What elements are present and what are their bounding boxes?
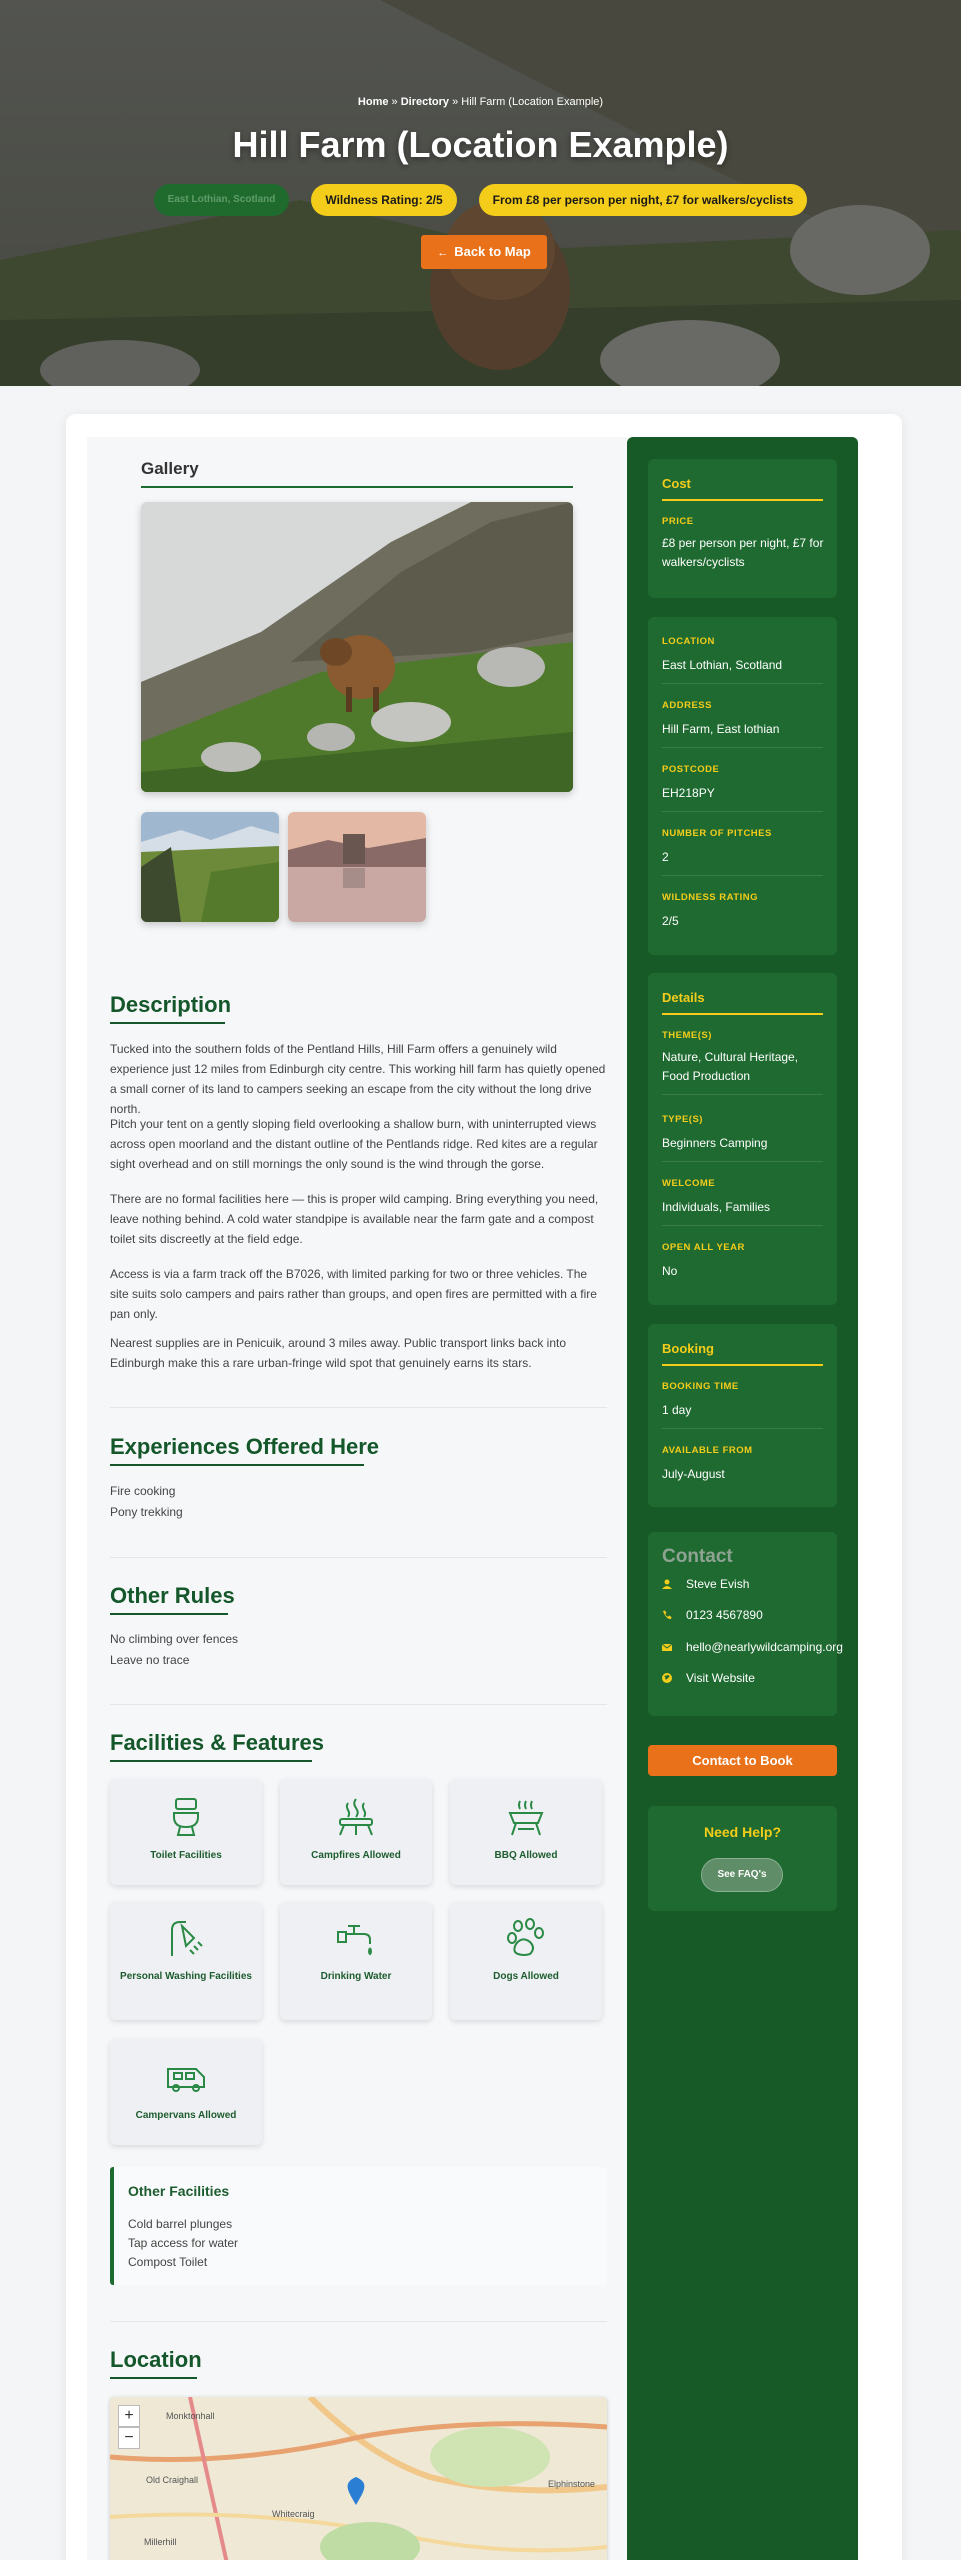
shower-icon <box>164 1916 208 1960</box>
description-paragraph: Access is via a farm track off the B7026, with limited parking for two or three vehicles. The site suits solo campers and pairs rather than groups, and open fires are permitted with a fire pan only. <box>110 1267 597 1321</box>
description-paragraph: There are no formal facilities here — this is proper wild camping. Bring everything you need, leave nothing behind. A cold water standpipe is available near the farm gate and a compost toilet sits discreetly at the field edge. <box>110 1192 599 1246</box>
info-box <box>648 617 837 955</box>
facility-label: Personal Washing Facilities <box>120 1971 252 1982</box>
details-separator <box>662 1161 823 1162</box>
booking-title: Booking <box>662 1341 714 1356</box>
details-separator <box>662 1094 823 1095</box>
facility-card <box>110 1902 262 2020</box>
cost-title: Cost <box>662 476 691 491</box>
gallery-title: Gallery <box>141 459 199 478</box>
facilities-title: Facilities & Features <box>110 1730 324 1755</box>
hero-banner <box>0 0 961 386</box>
breadcrumb-separator: » <box>449 96 462 108</box>
welcome-value: Individuals, Families <box>662 1200 771 1214</box>
location-label: LOCATION <box>662 636 715 647</box>
postcode-label: POSTCODE <box>662 764 720 775</box>
facilities-underline <box>110 1760 312 1762</box>
facility-card <box>450 1902 602 2020</box>
bbq-icon <box>504 1795 548 1839</box>
contact-email[interactable]: hello@nearlywildcamping.org <box>686 1640 843 1654</box>
rule-item: No climbing over fences <box>110 1632 239 1646</box>
facility-label: Drinking Water <box>320 1971 392 1982</box>
gallery-thumbnail[interactable] <box>141 812 279 922</box>
help-box <box>648 1806 837 1911</box>
zoom-in-button[interactable]: + <box>118 2405 140 2427</box>
back-to-map-button[interactable] <box>421 235 547 269</box>
booking-time-value: 1 day <box>662 1403 692 1417</box>
location-value: East Lothian, Scotland <box>662 658 783 672</box>
rules-title: Other Rules <box>110 1583 235 1608</box>
booking-time-label: BOOKING TIME <box>662 1381 739 1392</box>
pitches-value: 2 <box>662 850 669 864</box>
address-value: Hill Farm, East lothian <box>662 722 780 736</box>
contact-title: Contact <box>662 1546 733 1567</box>
description-paragraph: Tucked into the southern folds of the Pentland Hills, Hill Farm offers a genuinely wild experience just 12 miles from Edinburgh city centre. This working hill farm has quietly opened a small corner of its land to campers seeking an escape from the city without the long drive north. <box>110 1042 606 1116</box>
contact-phone-row[interactable] <box>662 1606 763 1624</box>
section-divider <box>110 1557 607 1558</box>
contact-email-row[interactable] <box>662 1638 843 1656</box>
contact-website-link[interactable]: Visit Website <box>686 1671 755 1685</box>
campfire-icon <box>334 1795 378 1839</box>
breadcrumb-home-link[interactable]: Home <box>357 96 389 108</box>
arrow-left-icon: ← <box>437 247 449 259</box>
available-from-label: AVAILABLE FROM <box>662 1445 753 1456</box>
facility-label: Toilet Facilities <box>150 1850 222 1861</box>
wildness-value: 2/5 <box>662 914 679 928</box>
postcode-value: EH218PY <box>662 786 715 800</box>
section-divider <box>110 2321 607 2322</box>
map-label: Elphinstone <box>548 2479 596 2489</box>
hero-badges <box>0 184 961 216</box>
facility-card <box>280 1902 432 2020</box>
info-separator <box>662 683 823 684</box>
other-facilities-title: Other Facilities <box>128 2183 230 2199</box>
price-badge: From £8 per person per night, £7 for walkers/cyclists <box>479 184 808 216</box>
location-title: Location <box>110 2347 202 2372</box>
page-title: Hill Farm (Location Example) <box>232 124 729 165</box>
section-divider <box>110 1704 607 1705</box>
wildness-badge: Wildness Rating: 2/5 <box>311 184 456 216</box>
other-facility-item: Cold barrel plunges <box>128 2217 233 2231</box>
contact-name-row <box>662 1575 749 1593</box>
price-label: PRICE <box>662 516 694 527</box>
details-underline <box>662 1013 823 1015</box>
person-icon <box>662 1579 672 1589</box>
types-value: Beginners Camping <box>662 1136 768 1150</box>
price-value: £8 per person per night, £7 for walkers/cyclists <box>662 536 824 569</box>
facility-label: Campfires Allowed <box>311 1850 401 1861</box>
description-paragraph: Pitch your tent on a gently sloping field overlooking a shallow burn, with uninterrupted views across open moorland and the distant outline of the Pentlands ridge. Red kites are a regular sight overhead and on still mornings the only sound is the wind through the gorse. <box>110 1117 598 1171</box>
contact-website-row[interactable] <box>662 1669 755 1687</box>
themes-value: Nature, Cultural Heritage, Food Production <box>662 1050 799 1083</box>
map-label: Millerhill <box>144 2537 177 2547</box>
cost-box <box>648 459 837 598</box>
experiences-title: Experiences Offered Here <box>110 1434 380 1459</box>
facility-label: BBQ Allowed <box>494 1850 558 1861</box>
toilet-icon <box>166 1795 206 1839</box>
zoom-out-button[interactable]: − <box>118 2427 140 2449</box>
details-title: Details <box>662 990 705 1005</box>
facility-label: Campervans Allowed <box>135 2110 237 2121</box>
address-label: ADDRESS <box>662 700 712 711</box>
info-separator <box>662 747 823 748</box>
booking-box <box>648 1324 837 1507</box>
gallery-divider <box>141 486 573 488</box>
location-badge: East Lothian, Scotland <box>154 184 290 216</box>
other-facilities-box <box>110 2167 607 2285</box>
contact-box <box>648 1532 843 1716</box>
phone-icon <box>662 1610 672 1620</box>
gallery-main-image[interactable] <box>141 502 573 792</box>
details-separator <box>662 1225 823 1226</box>
breadcrumb <box>0 96 961 108</box>
pitches-label: NUMBER OF PITCHES <box>662 828 772 839</box>
description-paragraph: Nearest supplies are in Penicuik, around 3 miles away. Public transport links back into Edinburgh make this a rare urban-fringe wild spot that genuinely earns its stars. <box>110 1336 566 1370</box>
gallery-thumbnail[interactable] <box>288 812 426 922</box>
other-facility-item: Compost Toilet <box>128 2255 208 2269</box>
info-separator <box>662 811 823 812</box>
campervan-icon <box>164 2055 208 2099</box>
tap-icon <box>334 1916 378 1960</box>
open-all-year-value: No <box>662 1264 678 1278</box>
other-facility-item: Tap access for water <box>128 2236 239 2250</box>
details-box <box>648 973 837 1305</box>
available-from-value: July-August <box>662 1467 725 1481</box>
rule-item: Leave no trace <box>110 1653 190 1667</box>
globe-icon <box>662 1673 672 1683</box>
types-label: TYPE(S) <box>662 1114 703 1125</box>
description-title: Description <box>110 992 232 1017</box>
map-label: Monktonhall <box>166 2411 215 2421</box>
envelope-icon <box>662 1642 672 1652</box>
breadcrumb-separator: » <box>388 96 401 108</box>
help-title: Need Help? <box>703 1824 781 1840</box>
map-label: Old Craighall <box>146 2475 199 2485</box>
booking-separator <box>662 1428 823 1429</box>
facility-card <box>450 1779 602 1885</box>
description-underline <box>110 1022 225 1024</box>
location-underline <box>110 2377 197 2379</box>
breadcrumb-current: Hill Farm (Location Example) <box>461 96 604 108</box>
facility-label: Dogs Allowed <box>493 1971 559 1982</box>
booking-underline <box>662 1364 823 1366</box>
facility-card <box>280 1779 432 1885</box>
back-to-map-label: Back to Map <box>454 244 531 259</box>
open-all-year-label: OPEN ALL YEAR <box>662 1242 745 1253</box>
facility-card <box>110 1779 262 1885</box>
facility-card <box>110 2039 262 2145</box>
info-separator <box>662 875 823 876</box>
faq-button[interactable]: See FAQ's <box>701 1858 783 1892</box>
paw-icon <box>504 1916 548 1960</box>
cost-underline <box>662 499 823 501</box>
section-divider <box>110 1407 607 1408</box>
location-map[interactable] <box>110 2397 607 2560</box>
contact-to-book-button[interactable]: Contact to Book <box>648 1745 837 1776</box>
contact-name: Steve Evish <box>686 1577 750 1591</box>
experience-item: Fire cooking <box>110 1484 176 1498</box>
themes-label: THEME(S) <box>662 1030 712 1041</box>
wildness-label: WILDNESS RATING <box>662 892 758 903</box>
experiences-underline <box>110 1464 364 1466</box>
rules-underline <box>110 1613 228 1615</box>
breadcrumb-directory-link[interactable]: Directory <box>400 96 450 108</box>
map-label: Whitecraig <box>272 2509 315 2519</box>
contact-phone[interactable]: 0123 4567890 <box>686 1608 763 1622</box>
experience-item: Pony trekking <box>110 1505 183 1519</box>
welcome-label: WELCOME <box>662 1178 716 1189</box>
